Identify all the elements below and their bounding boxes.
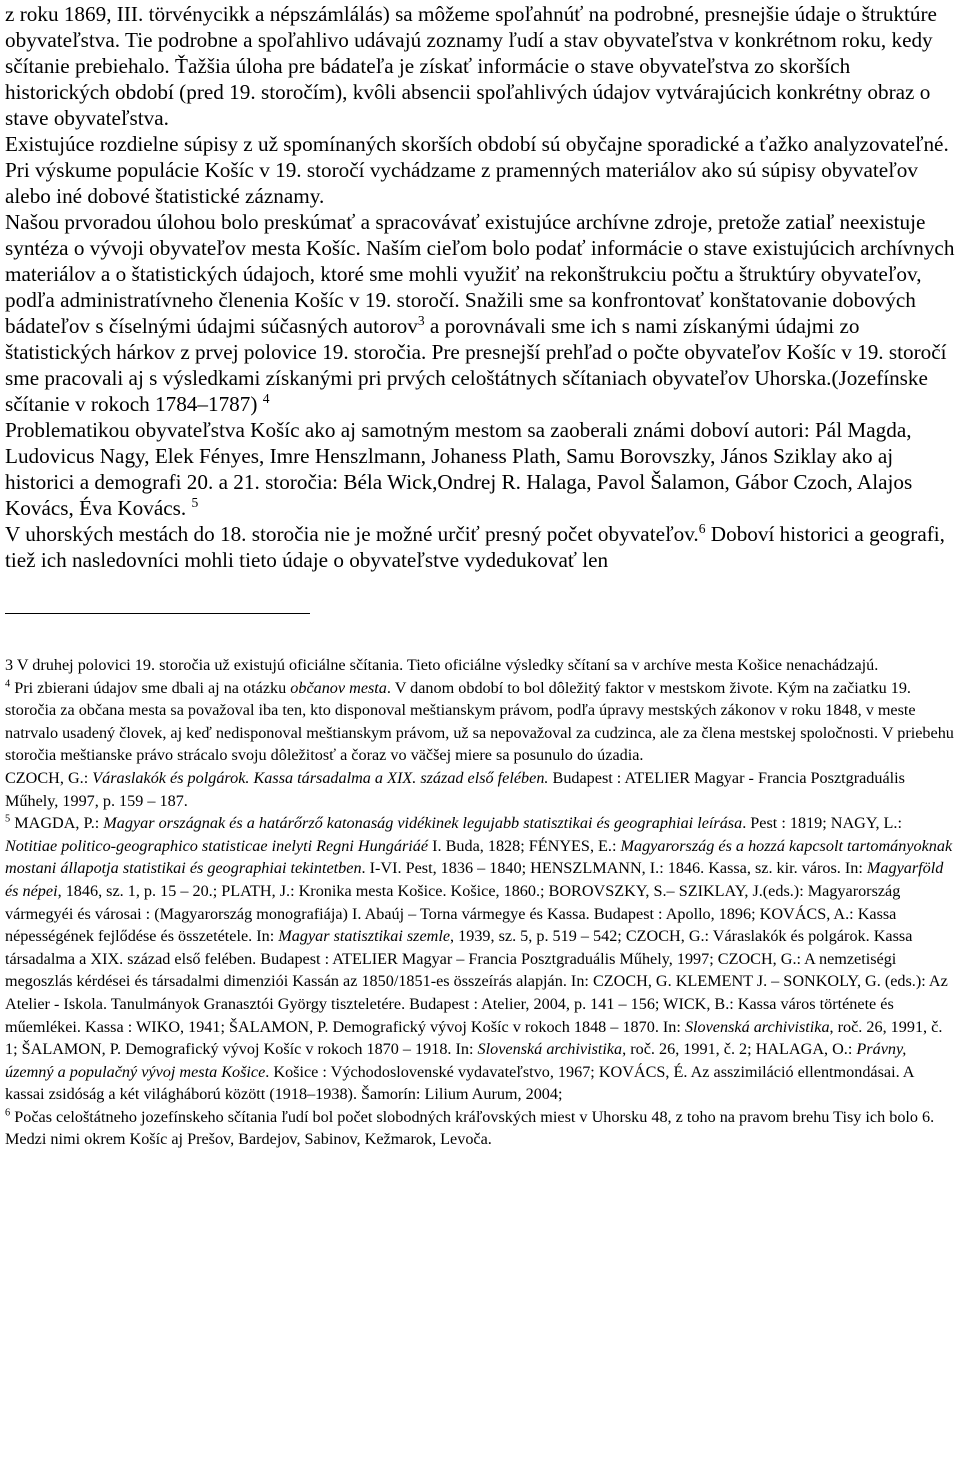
text-run: V uhorských mestách do 18. storočia nie je možné určiť presný počet obyvateľov. <box>5 522 699 546</box>
italic-run: Magyar országnak és a határőrző katonaság vidékinek legujabb statisztikai és geographiai leírása <box>103 814 743 833</box>
italic-run: Notitiae politico-geographico statisticae inelyti Regni Hungáriáé <box>5 836 429 855</box>
paragraph: Pri výskume populácie Košíc v 19. storočí vychádzame z pramenných materiálov ako sú súpisy obyvateľov alebo iné dobové štatistické záznamy. <box>5 158 918 208</box>
paragraph <box>5 417 955 521</box>
text-run: Budapest : ATELIER Magyar - Francia Posztgraduális Műhely, 1997, p. 159 – 187. <box>5 768 905 810</box>
italic-run: Magyarföld és népei <box>5 859 944 900</box>
italic-run: Právny, územný a populačný vývoj mesta Košice <box>5 1040 907 1081</box>
text-run: Počas celoštátneho jozefínskeho sčítania ľudí bol počet slobodných kráľovských miest v Uhorsku 48, z toho na pravom brehu Tisy ich bolo 6. Medzi nimi okrem Košíc aj Prešov, Bardejov, Sabinov, Kežmarok, Levoča. <box>5 1107 935 1149</box>
paragraph <box>5 209 955 417</box>
footnote-4 <box>5 677 955 767</box>
text-run: , 1846, sz. 1, p. 15 – 20.; PLATH, J.: Kronika mesta Košice. Košice, 1860.; BOROVSZKY, S.– SZIKLAY, J.(eds.): Magyarország vármegyéi és városai : (Magyarország monografiája) I. Abaúj – Torna vármegye és Kassa. Budapest : Apollo, 1896; KOVÁCS, A.: Kassa népességének fejlődése és összetétele. In: <box>5 881 901 946</box>
italic-run: Magyar statisztikai szemle <box>278 927 451 946</box>
footnote-5 <box>5 812 955 1106</box>
italic-run: Magyarország és a hozzá kapcsolt tartományoknak mostani állapotja statistikai és geographiai tekintetben <box>5 836 953 878</box>
text-run: Doboví historici a geografi, tiež ich nasledovníci mohli tieto údaje o obyvateľstve vydedukovať len <box>5 522 945 572</box>
italic-run: Slovenská archivistika <box>684 1017 830 1036</box>
italic-run: Slovenská archivistika <box>477 1040 623 1059</box>
footnotes <box>5 654 955 1151</box>
text-run: , roč. 26, 1991, č. 1; ŠALAMON, P. Demografický vývoj Košíc v rokoch 1870 – 1918. In: <box>5 1017 943 1059</box>
footnote-ref-3[interactable]: 3 <box>417 312 425 328</box>
text-run: , 1939, sz. 5, p. 519 – 542; CZOCH, G.: Váraslakók és polgárok. Kassa társadalma a XIX. század első felében. Budapest : ATELIER Magyar – Francia Posztgraduális Műhely, 1997; CZOCH, G.: A nemzetiségi megoszlás kérdései és társadalmi dimenziói Kassán az 1850/1851-es összeírás alapján. In: CZOCH, G. KLEMENT J. – SONKOLY, G. (eds.): Az Atelier - Iskola. Tanulmányok Granasztói György tiszteletére. Budapest : Atelier, 2004, p. 141 – 156; WICK, B.: Kassa város története és műemlékei. Kassa : WIKO, 1941; ŠALAMON, P. Demografický vývoj Košíc v rokoch 1848 – 1870. In: <box>5 927 948 1036</box>
text-run: . Pest : 1819; NAGY, L.: <box>742 814 902 833</box>
text-run: , roč. 26, 1991, č. 2; HALAGA, O.: <box>622 1040 857 1059</box>
italic-run: občanov mesta <box>290 678 387 697</box>
footnote-4-citation <box>5 767 955 812</box>
text-run: I. Buda, 1828; FÉNYES, E.: <box>428 836 621 855</box>
text-run: Problematikou obyvateľstva Košíc ako aj samotným mestom sa zaoberali známi doboví autori: Pál Magda, Ludovicus Nagy, Elek Fényes, Imre Henszlmann, Johaness Plath, Samu Borovszky, János Sziklay ako aj historici a demografi 20. a 21. storočia: Béla Wick,Ondrej R. Halaga, Pavol Šalamon, Gábor Czoch, Alajos Kovács, Éva Kovács. <box>5 418 913 520</box>
paragraph <box>5 521 955 573</box>
text-run: a porovnávali sme ich s nami získanými údajmi zo štatistických hárkov z prvej polovice 19. storočia. Pre presnejší prehľad o počte obyvateľov Košíc v 19. storočí sme pracovali aj s výsledkami získanými pri prvých celoštátnych sčítaniach obyvateľov Uhorska.(Jozefínske sčítanie v rokoch 1784–1787) <box>5 314 947 416</box>
italic-run: Váraslakók és polgárok. Kassa társadalma a XIX. század első felében. <box>92 768 549 787</box>
text-run: Pri zbierani údajov sme dbali aj na otázku <box>10 678 291 697</box>
text-run: . Košice : Východoslovenské vydavateľstvo, 1967; KOVÁCS, É. Az asszimiláció ellentmondásai. A kassai zsidóság a két világháború között (1918–1938). Šamorín: Lilium Aurum, 2004; <box>5 1062 914 1104</box>
body-text <box>5 0 955 573</box>
footnote-number: 5 <box>5 813 11 825</box>
paragraph: Existujúce rozdielne súpisy z už spomínaných skorších období sú obyčajne sporadické a ťažko analyzovateľné. <box>5 132 949 156</box>
footnote-ref-6[interactable]: 6 <box>698 520 706 536</box>
footnote-ref-5[interactable]: 5 <box>191 494 199 510</box>
footnote-number: 6 <box>5 1107 11 1119</box>
text-run: MAGDA, P.: <box>10 814 104 833</box>
paragraph: z roku 1869, III. törvénycikk a népszámlálás) sa môžeme spoľahnúť na podrobné, presnejšie údaje o štruktúre obyvateľstva. Tie podrobne a spoľahlivo udávajú zoznamy ľudí a stav obyvateľstva v konkrétnom roku, kedy sčítanie prebiehalo. Ťažšia úloha pre bádateľa je získať informácie o stave obyvateľstva zo skorších historických období (pred 19. storočím), kvôli absencii spoľahlivých údajov vytvárajúcich konkrétny obraz o stave obyvateľstva. <box>5 2 937 130</box>
footnote-3: 3 V druhej polovici 19. storočia už existujú oficiálne sčítania. Tieto oficiálne výsledky sčítaní sa v archíve mesta Košice nenachádzajú. <box>5 656 879 674</box>
footnote-separator <box>5 613 310 614</box>
text-run: . V danom období to bol dôležitý faktor v mestskom živote. Kým na začiatku 19. storočia za občana mesta sa považoval iba ten, kto disponoval meštianskym právom, podľa úpravy mestských zákonov v roku 1848, v meste natrvalo usadený človek, aj keď nedisponoval meštianskym právom, už sa nepovažoval za cudzinca, ale za člena mestskej spoločnosti. V priebehu storočia meštianske právo strácalo svoju dôležitosť a čoraz vo väčšej miere sa posunulo do úzadia. <box>5 678 954 765</box>
footnote-number: 4 <box>5 678 11 690</box>
text-run: Našou prvoradou úlohou bolo preskúmať a spracovávať existujúce archívne zdroje, pretože zatiaľ neexistuje syntéza o vývoji obyvateľov mesta Košíc. Naším cieľom bolo podať informácie o stave existujúcich archívnych materiálov a o štatistických údajoch, ktoré sme mohli využiť na rekonštrukciu počtu a štruktúry obyvateľov, podľa administratívneho členenia Košíc v 19. storočí. Snažili sme sa konfrontovať konštatovanie dobových bádateľov s číselnými údajmi súčasných autorov <box>5 210 955 338</box>
footnote-ref-4[interactable]: 4 <box>262 390 270 406</box>
footnote-6 <box>5 1106 955 1151</box>
document-page <box>5 0 955 1151</box>
text-run: . I-VI. Pest, 1836 – 1840; HENSZLMANN, I.: 1846. Kassa, sz. kir. város. In: <box>361 859 867 878</box>
text-run: CZOCH, G.: <box>5 768 93 787</box>
